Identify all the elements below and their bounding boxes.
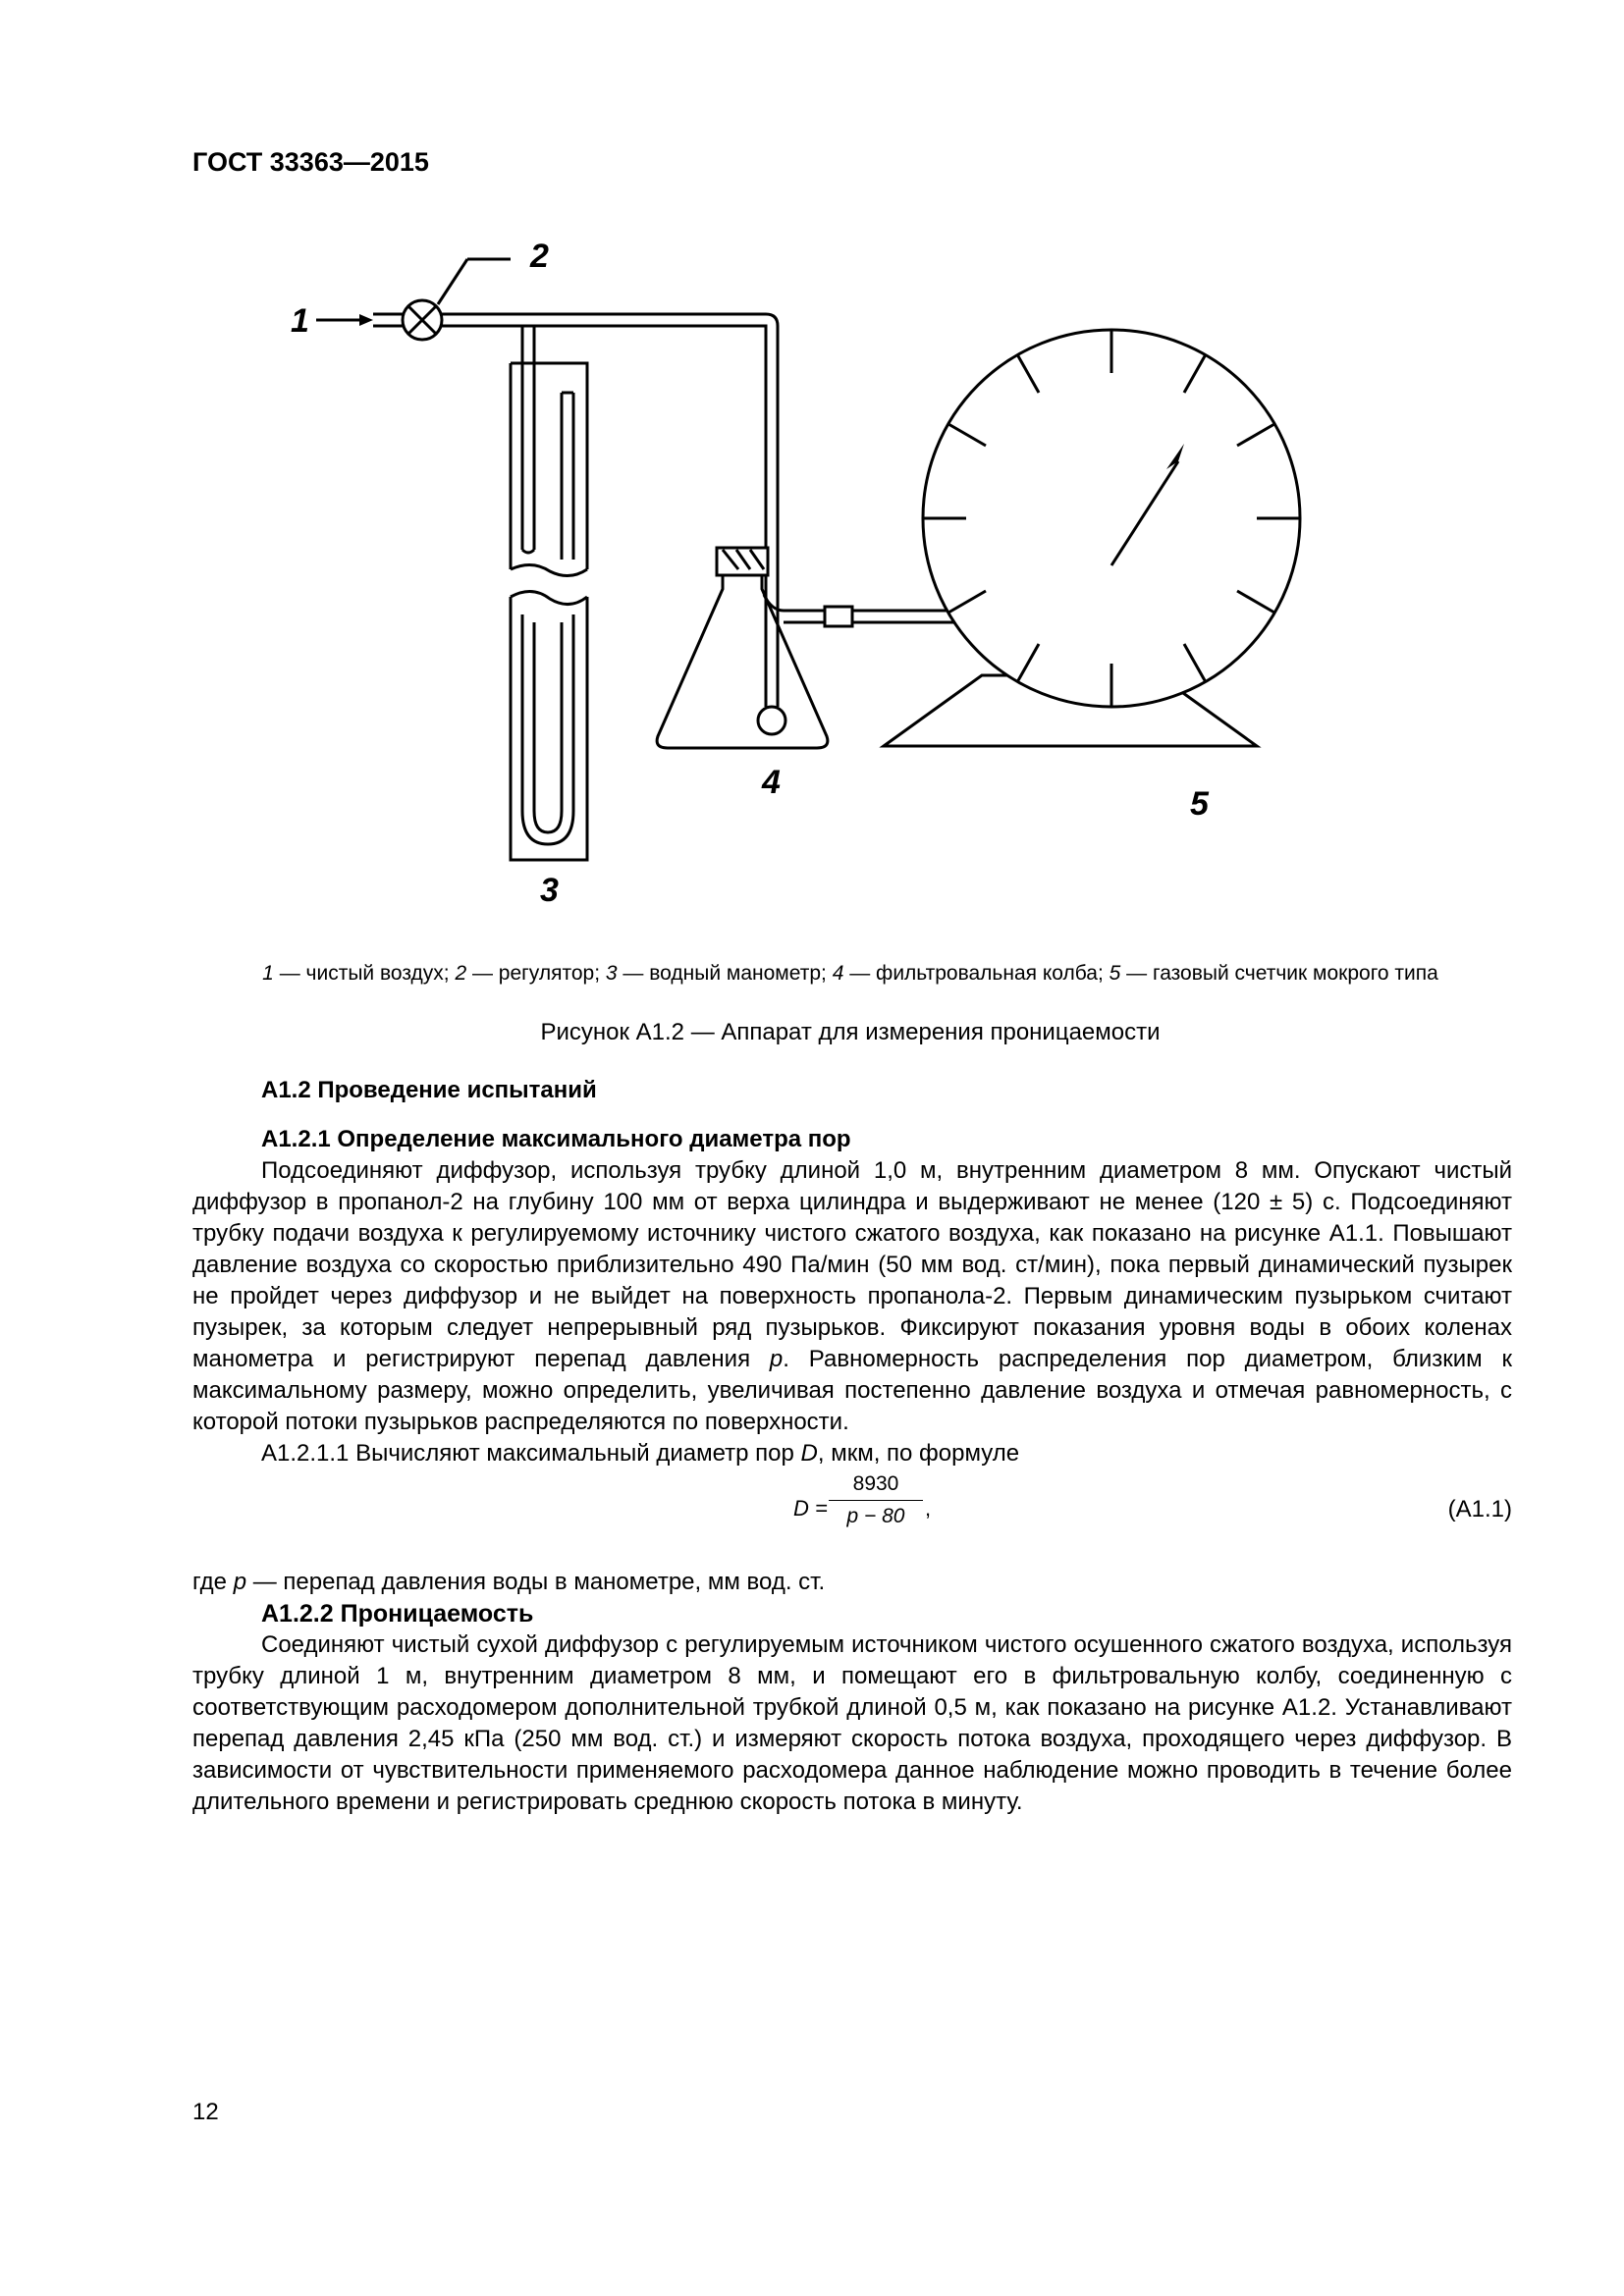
paragraph-a1211-text: А1.2.1.1 Вычисляют максимальный диаметр пор <box>261 1440 801 1467</box>
legend-text-3: — водный манометр; <box>617 962 833 985</box>
formula-comma: , <box>925 1496 932 1521</box>
flask-body <box>657 575 828 748</box>
paragraph-a121-text: Подсоединяют диффузор, используя трубку длиной 1,0 м, внутренним диаметром 8 мм. Опускают чистый диффузор в пропанол-2 на глубину 100 мм от верха цилиндра и выдерживают не менее (120 ± 5) с. Подсоединяют трубку подачи воздуха к регулируемому источнику чистого сжатого воздуха, как показано на рисунке А1.1. Повышают давление воздуха со скоростью приблизительно 490 Па/мин (50 мм вод. ст/мин), пока первый динамический пузырек не пройдет через диффузор и не выйдет на поверхность пропанола-2. Первым динамическим пузырьком считают пузырек, за которым следует непрерывный ряд пузырьков. Фиксируют показания уровня воды в обоих коленах манометра и регистрируют перепад давления <box>192 1157 1512 1372</box>
main-pipe-inner <box>442 326 766 707</box>
apparatus-diagram <box>275 226 1434 933</box>
paragraph-a1211 <box>192 1438 1512 1469</box>
section-a12 <box>192 1075 1512 1469</box>
section-a122 <box>192 1567 1512 1818</box>
formula-lhs: D = <box>793 1496 828 1521</box>
document-header: ГОСТ 33363—2015 <box>192 147 429 177</box>
legend-text-5: — газовый счетчик мокрого типа <box>1120 962 1438 985</box>
formula-number: (А1.1) <box>1447 1496 1512 1522</box>
where-var-p: p <box>233 1569 247 1595</box>
paragraph-a121 <box>192 1155 1512 1438</box>
formula-denominator: p − 80 <box>846 1505 905 1527</box>
leader-2 <box>438 259 467 304</box>
heading-a12: А1.2 Проведение испытаний <box>261 1077 597 1103</box>
heading-a121: А1.2.1 Определение максимального диаметра пор <box>261 1126 851 1152</box>
legend-num-5: 5 <box>1109 962 1121 985</box>
var-d: D <box>800 1440 818 1467</box>
figure-label-5: 5 <box>1190 785 1209 823</box>
legend-num-2: 2 <box>455 962 467 985</box>
apparatus-figure <box>275 226 1434 933</box>
page-number: 12 <box>192 2099 219 2125</box>
figure-label-2: 2 <box>530 238 549 275</box>
paragraph-a121-text-end: . Равномерность распределения пор диаметром, близким к максимальному размеру, можно определить, увеличивая постепенно давление воздуха и отмечая равномерность, с которой потоки пузырьков распределяются по поверхности. <box>192 1346 1512 1435</box>
heading-a122: А1.2.2 Проницаемость <box>261 1600 534 1628</box>
figure-label-4: 4 <box>762 764 781 801</box>
main-pipe-outer <box>442 314 778 707</box>
legend-text-4: — фильтровальная колба; <box>843 962 1110 985</box>
figure-label-1: 1 <box>291 302 309 340</box>
paragraph-a1211-end: , мкм, по формуле <box>817 1440 1020 1467</box>
figure-legend <box>192 962 1508 986</box>
figure-label-3: 3 <box>540 872 559 909</box>
legend-num-4: 4 <box>832 962 844 985</box>
legend-text-1: — чистый воздух; <box>273 962 456 985</box>
paragraph-a122: Соединяют чистый сухой диффузор с регулируемым источником чистого осушенного сжатого воздуха, используя трубку длиной 1 м, внутренним диаметром 8 мм, и помещают его в фильтровальную колбу, соединенную с соответствующим расходомером дополнительной трубкой длиной 0,5 м, как показано на рисунке А1.2. Устанавливают перепад давления 2,45 кПа (250 мм вод. ст.) и измеряют скорость потока воздуха, проходящего через диффузор. В зависимости от чувствительности применяемого расходомера данное наблюдение можно проводить в течение более длительного времени и регистрировать среднюю скорость потока в минуту. <box>192 1631 1512 1815</box>
flask-side-arm <box>764 595 825 611</box>
formula-a11 <box>192 1472 1512 1547</box>
formula-fraction <box>829 1472 923 1528</box>
diffuser-ball <box>758 707 785 734</box>
legend-num-1: 1 <box>262 962 274 985</box>
formula-numerator: 8930 <box>829 1472 923 1501</box>
legend-num-3: 3 <box>605 962 618 985</box>
legend-text-2: — регулятор; <box>466 962 606 985</box>
figure-caption: Рисунок А1.2 — Аппарат для измерения проницаемости <box>540 1019 1161 1045</box>
where-clause <box>192 1567 1512 1598</box>
inlet-arrow-head <box>359 314 373 326</box>
where-prefix: где <box>192 1569 234 1595</box>
var-p: p <box>769 1346 784 1372</box>
where-text: — перепад давления воды в манометре, мм вод. ст. <box>246 1569 826 1595</box>
gas-meter-dial <box>923 330 1300 707</box>
